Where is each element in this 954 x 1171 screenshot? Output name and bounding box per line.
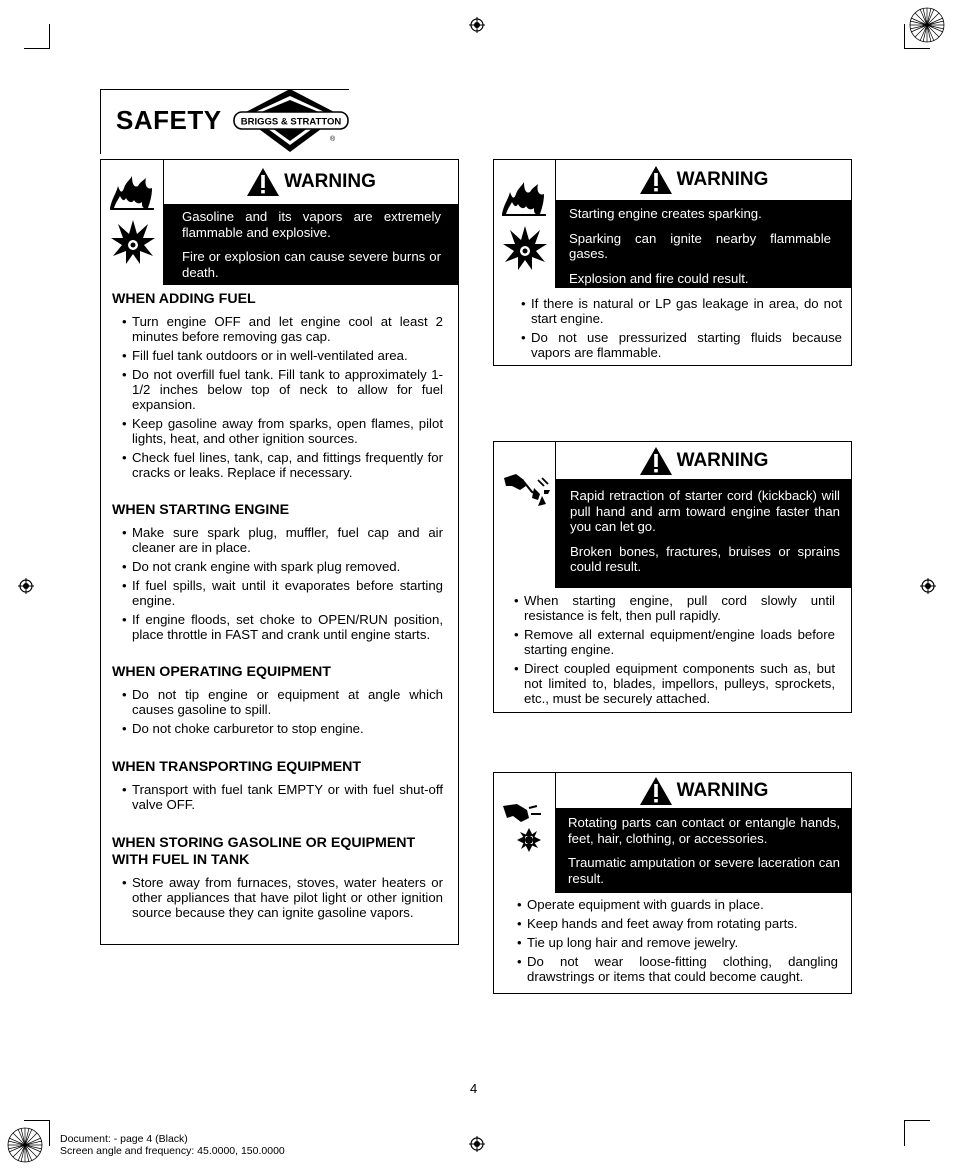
registration-mark-right-icon — [920, 578, 936, 594]
hazard-line: Rotating parts can contact or entangle hands, feet, hair, clothing, or accessories. — [568, 815, 840, 846]
hazard-statement — [555, 480, 851, 588]
hazard-line: Gasoline and its vapors are extremely flammable and explosive. — [182, 209, 441, 240]
entanglement-icon — [501, 802, 549, 854]
list-item: • If fuel spills, wait until it evaporates before starting engine. — [122, 578, 443, 608]
crop-mark-bottom-left-v — [49, 1120, 50, 1146]
list-item: • Turn engine OFF and let engine cool at least 2 minutes before removing gas cap. — [122, 314, 443, 344]
briggs-stratton-logo — [232, 88, 352, 154]
bullet-list — [122, 525, 443, 646]
bullet-list — [122, 314, 443, 484]
hazard-line: Broken bones, fractures, bruises or sprains could result. — [570, 543, 840, 574]
warning-header — [555, 442, 851, 480]
warning-triangle-icon — [246, 167, 280, 197]
hazard-statement — [555, 201, 851, 288]
crop-mark-top-right-h — [904, 48, 930, 49]
flame-icon — [108, 174, 156, 210]
crop-mark-bottom-right-h — [904, 1120, 930, 1121]
registration-mark-bottom-icon — [469, 1136, 485, 1152]
list-item: • Do not choke carburetor to stop engine. — [122, 721, 443, 736]
hazard-line: Starting engine creates sparking. — [569, 206, 762, 221]
crop-mark-bottom-right-v — [904, 1120, 905, 1146]
list-item: • Do not wear loose-fitting clothing, dangling drawstrings or items that could become caught. — [517, 954, 838, 984]
section-heading: WHEN ADDING FUEL — [112, 291, 256, 307]
warning-header — [163, 160, 458, 205]
warning-header — [555, 773, 851, 809]
warning-label: WARNING — [676, 779, 769, 801]
section-heading: WHEN STORING GASOLINE OR EQUIPMENT WITH FUEL IN TANK — [112, 835, 416, 868]
list-item: • Fill fuel tank outdoors or in well-ventilated area. — [122, 348, 443, 363]
list-item: • Do not use pressurized starting fluids because vapors are flammable. — [521, 330, 842, 360]
warning-triangle-icon — [639, 446, 673, 476]
list-item: • Keep gasoline away from sparks, open flames, pilot lights, heat, and other ignition sources. — [122, 416, 443, 446]
list-item: • Operate equipment with guards in place. — [517, 897, 838, 912]
crop-mark-top-left-h — [24, 48, 50, 49]
bullet-list — [514, 593, 835, 710]
flame-icon — [500, 180, 548, 216]
star-target-top-right-icon — [909, 7, 945, 43]
crop-mark-top-left-v — [49, 24, 50, 49]
bullet-list — [122, 875, 443, 924]
list-item: • Do not crank engine with spark plug removed. — [122, 559, 443, 574]
hazard-statement — [163, 205, 459, 285]
warning-triangle-icon — [639, 776, 673, 806]
crop-mark-top-right-v — [904, 24, 905, 49]
svg-text:®: ® — [330, 136, 336, 143]
explosion-icon — [110, 218, 156, 266]
hazard-line: Fire or explosion can cause severe burns or death. — [182, 249, 441, 280]
star-target-bottom-left-icon — [7, 1127, 43, 1163]
list-item: • If there is natural or LP gas leakage in area, do not start engine. — [521, 296, 842, 326]
bullet-list — [122, 687, 443, 740]
list-item: • Store away from furnaces, stoves, water heaters or other appliances that have pilot light or other ignition source because they can ignite gasoline vapors. — [122, 875, 443, 920]
list-item: • Direct coupled equipment components such as, but not limited to, blades, impellors, pulleys, sprockets, etc., must be securely attached. — [514, 661, 835, 706]
list-item: • When starting engine, pull cord slowly until resistance is felt, then pull rapidly. — [514, 593, 835, 623]
hazard-statement — [555, 809, 851, 893]
section-heading: WHEN OPERATING EQUIPMENT — [112, 664, 331, 680]
page-title: SAFETY — [116, 105, 222, 135]
list-item: • If engine floods, set choke to OPEN/RUN position, place throttle in FAST and crank until engine starts. — [122, 612, 443, 642]
warning-triangle-icon — [639, 165, 673, 195]
bullet-list — [521, 296, 842, 364]
list-item: • Transport with fuel tank EMPTY or with fuel shut-off valve OFF. — [122, 782, 443, 812]
bullet-list — [517, 897, 838, 988]
registration-mark-top-icon — [469, 17, 485, 33]
list-item: • Do not overfill fuel tank. Fill tank to approximately 1-1/2 inches below top of neck to allow for fuel expansion. — [122, 367, 443, 412]
list-item: • Make sure spark plug, muffler, fuel cap and air cleaner are in place. — [122, 525, 443, 555]
warning-label: WARNING — [676, 449, 769, 471]
crop-mark-bottom-left-h — [24, 1120, 50, 1121]
hazard-line: Rapid retraction of starter cord (kickback) will pull hand and arm toward engine faster than you can let go. — [570, 488, 840, 534]
hazard-line: Explosion and fire could result. — [569, 270, 749, 286]
page-number: 4 — [470, 1081, 478, 1096]
list-item: • Keep hands and feet away from rotating parts. — [517, 916, 838, 931]
footer-line: Document: - page 4 (Black) — [60, 1133, 188, 1145]
list-item: • Tie up long hair and remove jewelry. — [517, 935, 838, 950]
registration-mark-left-icon — [18, 578, 34, 594]
explosion-icon — [502, 224, 548, 272]
warning-label: WARNING — [284, 171, 376, 192]
section-heading: WHEN STARTING ENGINE — [112, 502, 290, 518]
hazard-line: Sparking can ignite nearby flammable gases. — [569, 230, 831, 261]
bullet-list — [122, 782, 443, 816]
kickback-hand-icon — [502, 470, 552, 510]
footer-line: Screen angle and frequency: 45.0000, 150.0000 — [60, 1145, 285, 1157]
section-heading: WHEN TRANSPORTING EQUIPMENT — [112, 759, 362, 775]
hazard-line: Traumatic amputation or severe laceration can result. — [568, 855, 840, 886]
print-footer — [60, 1133, 285, 1157]
svg-text:BRIGGS & STRATTON: BRIGGS & STRATTON — [240, 116, 342, 128]
warning-header — [555, 160, 851, 201]
list-item: • Do not tip engine or equipment at angle which causes gasoline to spill. — [122, 687, 443, 717]
warning-label: WARNING — [676, 169, 769, 190]
list-item: • Check fuel lines, tank, cap, and fittings frequently for cracks or leaks. Replace if necessary. — [122, 450, 443, 480]
list-item: • Remove all external equipment/engine loads before starting engine. — [514, 627, 835, 657]
